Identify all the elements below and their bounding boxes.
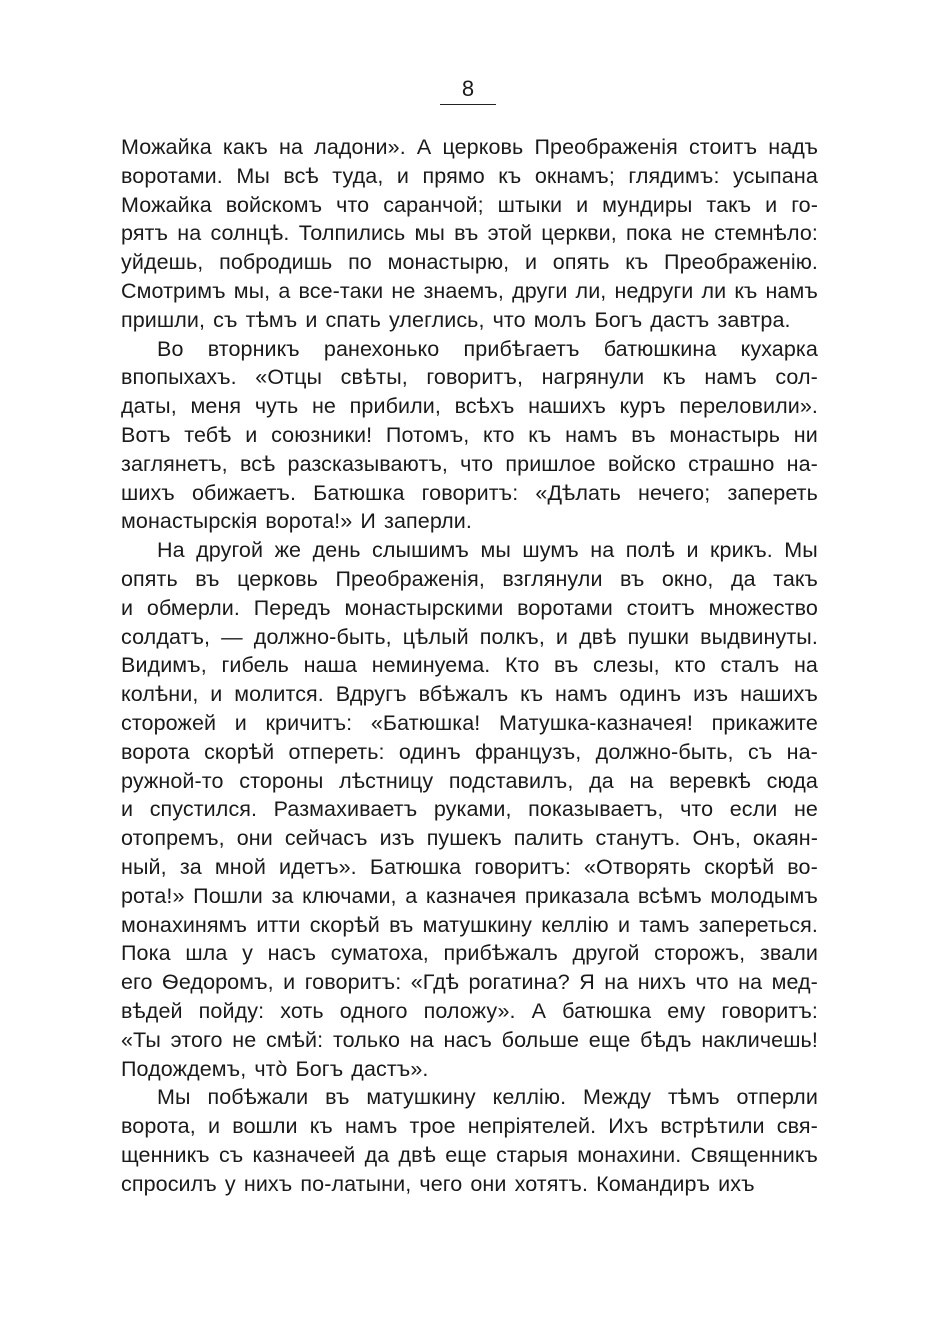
text-line: Подождемъ, что̀ Богъ дастъ». (121, 1056, 429, 1081)
text-line: вѣдей пойду: хоть одного положу». А батюшка ему говоритъ: (121, 998, 818, 1023)
text-line: отопремъ, они сейчасъ изъ пушекъ палить станутъ. Онъ, окаян- (121, 826, 818, 851)
text-line: «Ты этого не смѣй: только на насъ больше еще бѣдъ накличешь! (121, 1027, 818, 1052)
text-line: щенникъ съ казначеей да двѣ еще старыя монахини. Священникъ (121, 1142, 818, 1167)
paragraph (121, 133, 818, 335)
text-line: Пока шла у насъ суматоха, прибѣжалъ другой сторожъ, звали (121, 941, 818, 966)
text-line: даты, меня чуть не прибили, всѣхъ нашихъ куръ переловили». (121, 394, 818, 419)
text-line: На другой же день слышимъ мы шумъ на полѣ и крикъ. Мы (157, 538, 818, 563)
text-line: Смотримъ мы, а все-таки не знаемъ, други ли, недруги ли къ намъ (121, 278, 818, 303)
text-line: Вотъ тебѣ и союзники! Потомъ, кто къ намъ въ монастырь ни (121, 422, 818, 447)
text-line: Во вторникъ ранехонько прибѣгаетъ батюшкина кухарка (157, 336, 818, 361)
text-line: ружной-то стороны лѣстницу подставилъ, да на веревкѣ сюда (121, 768, 818, 793)
text-line: Мы побѣжали въ матушкину келлію. Между тѣмъ отперли (157, 1085, 818, 1110)
text-line: рота!» Пошли за ключами, а казначея приказала всѣмъ молодымъ (121, 883, 818, 908)
text-line: шихъ обижаетъ. Батюшка говоритъ: «Дѣлать нечего; запереть (121, 480, 818, 505)
text-line: спросилъ у нихъ по-латыни, чего они хотятъ. Командиръ ихъ (121, 1171, 755, 1196)
paragraph (121, 536, 818, 1083)
text-line: впопыхахъ. «Отцы свѣты, говоритъ, нагрянули къ намъ сол- (121, 365, 818, 390)
text-line: ный, за мной идетъ». Батюшка говоритъ: «Отворять скорѣй во- (121, 854, 818, 879)
text-line: рятъ на солнцѣ. Толпились мы въ этой церкви, пока не стемнѣло: (121, 221, 818, 246)
text-line: воротами. Мы всѣ туда, и прямо къ окнамъ; глядимъ: усыпана (121, 163, 818, 188)
text-line: опять въ церковь Преображенія, взглянули въ окно, да такъ (121, 566, 818, 591)
page-number: 8 (461, 76, 475, 101)
text-line: пришли, съ тѣмъ и спать улеглись, что молъ Богъ дастъ завтра. (121, 307, 791, 332)
text-line: уйдешь, побродишь по монастырю, и опять къ Преображенію. (121, 250, 818, 275)
text-line: колѣни, и молится. Вдругъ вбѣжалъ къ намъ одинъ изъ нашихъ (121, 682, 818, 707)
text-line: ворота, и вошли къ намъ трое непріятелей. Ихъ встрѣтили свя- (121, 1114, 818, 1139)
text-line: Видимъ, гибель наша неминуема. Кто въ слезы, кто сталъ на (121, 653, 818, 678)
text-line: монастырскія ворота!» И заперли. (121, 509, 472, 534)
text-line: солдатъ, — должно-быть, цѣлый полкъ, и двѣ пушки выдвинуты. (121, 624, 818, 649)
text-line: и обмерли. Передъ монастырскими воротами стоитъ множество (121, 595, 818, 620)
text-line: и спустился. Размахиваетъ руками, показываетъ, что если не (121, 797, 818, 822)
body-text (121, 133, 818, 1198)
text-line: Можайка войскомъ что саранчой; штыки и мундиры такъ и го- (121, 192, 818, 217)
page-number-rule (440, 104, 496, 105)
text-line: сторожей и кричитъ: «Батюшка! Матушка-казначея! прикажите (121, 710, 818, 735)
text-line: ворота скорѣй отпереть: одинъ французъ, должно-быть, съ на- (121, 739, 818, 764)
paragraph (121, 1083, 818, 1198)
text-line: его Ѳедоромъ, и говоритъ: «Гдѣ рогатина? Я на нихъ что на мед- (121, 970, 818, 995)
text-line: Можайка какъ на ладони». А церковь Преображенія стоитъ надъ (121, 135, 818, 159)
text-line: монахинямъ итти скорѣй въ матушкину келлію и тамъ запереться. (121, 912, 818, 937)
paragraph (121, 335, 818, 537)
text-line: заглянетъ, всѣ разсказываютъ, что пришлое войско страшно на- (121, 451, 818, 476)
